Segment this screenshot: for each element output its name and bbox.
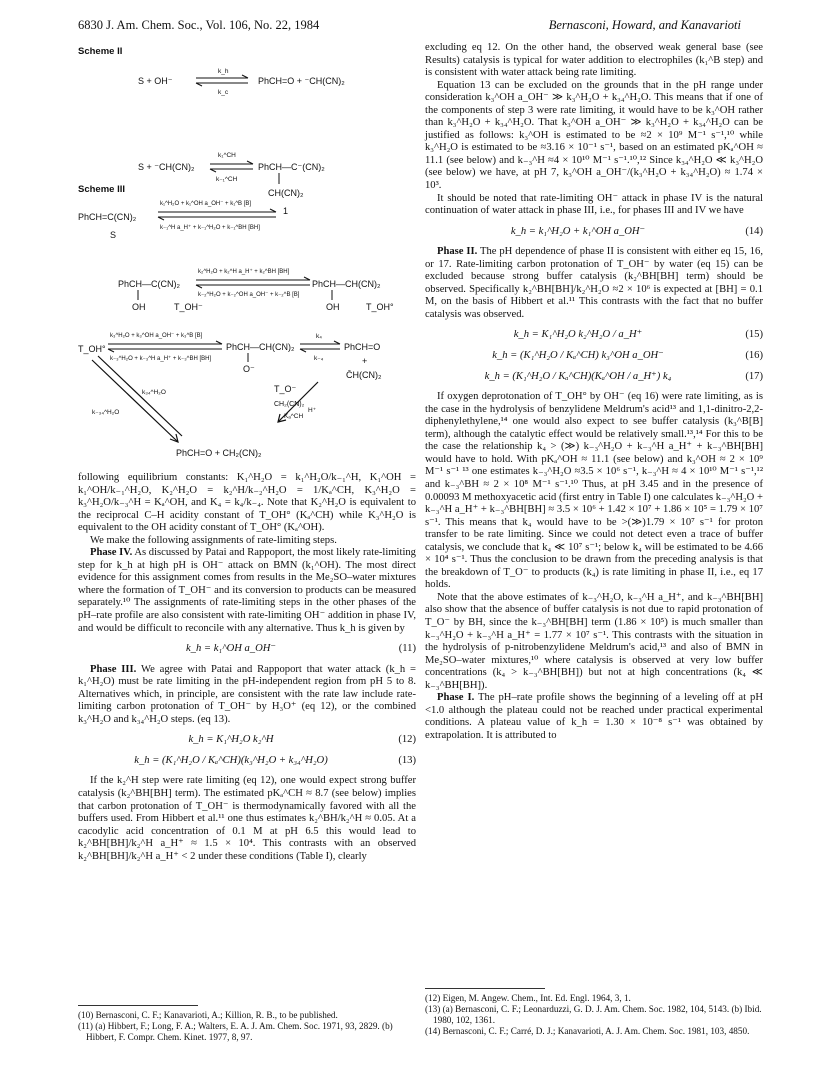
left-column (78, 42, 416, 863)
paragraph-body: We agree with Patai and Rappoport that water attack (k_h = k₁^H₂O) must be rate limiting in the pH-independent region from pH 5 to 8. Alternatives which, in principle, are consistent with the rate law include rate-limiting carbon protonation of T_OH⁻ by H₃O⁺ (eq 12), or the combined k₃^H₂O and k₃₄^H₂O steps. (eq 13). (78, 663, 417, 725)
equilibrium-arrow (196, 75, 248, 86)
paragraph-body: The pH–rate profile shows the beginning of a leveling off at pH <1.0 although the plateau could not be reached under practical experimental conditions. A plateau value of k_h = 1.30 × 10⁻⁸ s⁻¹ was obtained by extrapolation. It is attributed to (425, 692, 763, 741)
equation-number: (11) (398, 643, 416, 655)
scheme2-r2-left: S + ⁻CH(CN)₂ (138, 162, 195, 172)
scheme3-ch2cn2: CH₂(CN)₂ (274, 401, 305, 408)
equation-12 (78, 734, 416, 747)
equilibrium-arrow (158, 209, 276, 220)
equilibrium-arrow (108, 341, 222, 352)
schemes-drawing (78, 42, 416, 472)
scheme2-k-fwd: k_h (218, 68, 229, 75)
scheme3-toh0-label: T_OH° (366, 302, 394, 312)
paragraph-after-eq13: If the k₂^H step were rate limiting (eq 12), one would expect strong buffer catalysis (k₂^BH[BH] term). The estimated pKₐ^CH ≈ 8.7 (see below) implies that carbon protonation of T_OH⁻ is thermodynamically favored with all the buffers used. From Hibbert et al.¹¹ one thus estimates k₂^BH/k₂^H ≈ 0.05. At a cacodylic acid concentration of 0.1 M at pH 6.5 this would lead to k₂^BH[BH]/k₂^H a_H⁺ ≈ 1.5 × 10⁴. This contrasts with an observed k₂^BH[BH]/k₂^H a_H⁺ < 2 under these conditions (Table I), clearly (78, 775, 416, 862)
paragraph-phase1 (425, 692, 763, 742)
footnote-14: (14) Bernasconi, C. F.; Carré, D. J.; Kanavarioti, A. J. Am. Chem. Soc. 1981, 103, 4850. (425, 1026, 750, 1036)
scheme3-to-minus-label: T_O⁻ (274, 384, 297, 394)
scheme3-substrate: PhCH=C(CN)₂ (78, 212, 137, 222)
diagonal-arrows (92, 356, 318, 442)
run-in-heading: Phase I. (437, 692, 475, 704)
equation-formula: k_h = (K₁^H₂O / Kₐ^CH)(k₃^H₂O + k₃₄^H₂O) (134, 754, 328, 766)
run-in-heading: Phase IV. (90, 547, 133, 559)
scheme3-products: PhCH=O + CH₂(CN)₂ (176, 448, 262, 458)
scheme2-r1-right: PhCH=O + ⁻CH(CN)₂ (258, 76, 345, 86)
paragraph-constants: following equilibrium constants: K₁^H₂O = k₁^H₂O/k₋₁^H, K₁^OH = k₁^OH/k₋₁^H₂O, K₂^H₂O = k₂^H/k₋₂^H₂O = 1/Kₐ^CH, K₃^H₂O = k₃^H₂O/k₋₃^H = Kₐ^OH, and K₄ = k₄/k₋₄. Note that K₂^H₂O is equivalent to the reciprocal C–H acidity constant of T_OH° (Kₐ^CH) while K₃^H₂O is equivalent to the OH acidity constant of T_OH° (Kₐ^OH). (78, 472, 416, 534)
equation-formula: k_h = K₁^H₂O k₂^H (188, 734, 274, 746)
scheme3-k3-fwd: k₃^H₂O + k₃^OH a_OH⁻ + k₃^B [B] (110, 333, 203, 339)
scheme3-k34-back: k₋₃₄^H₂O (92, 409, 120, 416)
scheme2-r2-k-back: k₋₁^CH (216, 176, 238, 183)
footnote-rule (78, 1005, 198, 1006)
equilibrium-arrow (210, 161, 253, 172)
scheme3-k2-fwd: k₂^H₂O + k₂^H a_H⁺ + k₂^BH [BH] (198, 269, 290, 275)
scheme3-to-minus: PhCH—CH(CN)₂ (226, 342, 295, 352)
paragraph-phase4 (78, 547, 416, 635)
scheme2-r2-k-fwd: k₁^CH (218, 152, 236, 159)
footnotes-right (425, 993, 763, 1037)
scheme3-k1-back: k₋₁^H a_H⁺ + k₋₁^H₂O + k₋₁^BH [BH] (160, 225, 260, 231)
scheme3-carbanion: C̄H(CN)₂ (346, 370, 382, 380)
equilibrium-arrow (196, 277, 310, 288)
run-in-heading: Phase II. (437, 246, 478, 258)
footnote-rule (425, 988, 545, 989)
paragraph-assignments: We make the following assignments of rate-limiting steps. (90, 534, 337, 546)
footnote-10: (10) Bernasconi, C. F.; Kanavarioti, A.; Killion, R. B., to be published. (78, 1010, 338, 1020)
equation-16 (425, 350, 763, 363)
footnotes-left (78, 1010, 416, 1043)
scheme3-to-minus-o: O⁻ (243, 364, 255, 374)
equation-number: (15) (745, 329, 763, 341)
scheme2-k-back: k_c (218, 89, 229, 96)
scheme3-tohminus-oh: OH (132, 302, 146, 312)
scheme2-r2-sub: CH(CN)₂ (268, 188, 304, 198)
footnote-11: (11) (a) Hibbert, F.; Long, F. A.; Walters, E. A. J. Am. Chem. Soc. 1971, 93, 2829. (b) Hibbert, F. Compr. Chem. Kinet. 1977, 8, 97. (78, 1021, 393, 1042)
scheme3-toh0-oh: OH (326, 302, 340, 312)
scheme2-r1-left: S + OH⁻ (138, 76, 173, 86)
equation-formula: k_h = k₁^OH a_OH⁻ (185, 643, 277, 655)
paragraph-oxygen-deprotonation: If oxygen deprotonation of T_OH° by OH⁻ (eq 16) were rate limiting, as is the case in the hydrolysis of benzylidene Meldrum's acid¹³ and 1,1-dinitro-2,2-diphenylethylene,¹⁴ one would also expect to see buffer catalysis (k₃^B[B] term), although the catalytic effect would be relatively small.¹³,¹⁴ For this to be the case the relationship k₄ > (≫) k₋₃^H₂O + k₋₃^H a_H⁺ + k₋₃^BH[BH] would have to hold. With pKₐ^OH ≈ 11.1 (see below) and k₃^OH ≈ 2 × 10⁹ M⁻¹ s⁻¹ ¹³ one estimates k₋₃^H₂O ≈3.5 × 10⁶ s⁻¹, k₋₃^H ≈ 4 × 10¹⁰ M⁻¹ s⁻¹,¹² and k₋₃^BH ≈ 2 × 10⁸ M⁻¹ s⁻¹.¹⁰ Thus, at pH 3.45 and in the presence of 0.00093 M methoxyacetic acid (first entry in Table I) one calculates k₋₃^H₂O + k₋₃^H a_H⁺ + k₋₃^BH[BH] ≈ 3.5 × 10⁶ + 1.42 × 10⁷ + 1.86 × 10⁵ = 1.79 × 10⁷ s⁻¹. This means that k₄ would have to be >(≫)1.79 × 10⁷ s⁻¹ for proton transfer to be rate limiting. Since we could not detect even a trace of buffer catalysis, we conclude that k₄ ≪ 10⁷ s⁻¹; below k₄ will be estimated to be 4.66 × 10⁴ s⁻¹. Thus the conclusion to be drawn from the preceding analysis is that the breakdown of T_O⁻ to products (k₄) is rate limiting in phase II, i.e., eq 17 holds. (425, 391, 763, 591)
scheme3-low-left: T_OH° (78, 344, 106, 354)
equation-number: (17) (745, 370, 763, 382)
paragraph-phase2 (425, 246, 763, 321)
scheme2-r2-right: PhCH—C⁻(CN)₂ (258, 162, 325, 172)
equation-17 (425, 371, 763, 384)
running-header-left: 6830 J. Am. Chem. Soc., Vol. 106, No. 22, 1984 (78, 18, 320, 32)
equation-11 (78, 643, 416, 656)
equation-formula: k_h = k₁^H₂O + k₁^OH a_OH⁻ (510, 225, 646, 237)
scheme3-k4-fwd: k₄ (316, 333, 322, 340)
paragraph-body: As discussed by Patai and Rappoport, the most likely rate-limiting step for k_h at high pH is OH⁻ attack on BMN (k₁^OH). The most direct evidence for this assignment comes from results in the Me₂SO–water mixtures where the formation of T_OH⁻ and its conversion to products can be measured separately.¹⁰ The assignments of rate-limiting steps in the other phases of the pH–rate profile are also consistent with rate-limiting OH⁻ addition in phase IV, and would be difficult to reconcile with any alternative. Thus k_h is given by (78, 547, 416, 634)
scheme3-tohminus: PhCH—C(CN)₂ (118, 279, 180, 289)
paragraph-eq13-excluded: Equation 13 can be excluded on the grounds that in the pH range under consideration k₃^OH a_OH⁻ ≫ k₃^H₂O + k₃₄^H₂O. This means that if one of the components of step 3 were rate limiting, it would have to be k₃^OH rather than k₃^H₂O + k₃₄^H₂O. That k₃^OH a_OH⁻ ≫ k₃^H₂O + k₃₄^H₂O can be justified as follows: k₃^OH is estimated to be ≈2 × 10⁹ M⁻¹ s⁻¹,¹⁰ while k₃^H₂O is estimated to be ≈3.16 × 10⁻¹ s⁻¹, based on an estimated pKₐ^OH ≈ 11.1 (see below) and k₋₃^H ≈4 × 10¹⁰ M⁻¹ s⁻¹.¹⁰,¹² Since k₃₄^H₂O ≪ k₃^H₂O (see below) we have, at pH 7, k₃^OH a_OH⁻/(k₃^H₂O + k₃₄^H₂O) ≈ 1.74 × 10³. (425, 79, 763, 192)
run-in-heading: Phase III. (90, 663, 137, 675)
equation-number: (12) (398, 734, 416, 746)
equation-formula: k_h = (K₁^H₂O / Kₐ^CH) k₃^OH a_OH⁻ (492, 350, 664, 362)
running-header-right: Bernasconi, Howard, and Kanavarioti (548, 18, 741, 32)
scheme3-substrate-label: S (110, 230, 117, 240)
scheme3-k4-back: k₋₄ (314, 355, 324, 362)
scheme3-toh0: PhCH—CH(CN)₂ (312, 279, 381, 289)
scheme3-title: Scheme III (78, 184, 125, 195)
scheme3-plus: + (362, 356, 368, 366)
equation-formula: k_h = K₁^H₂O k₂^H₂O / a_H⁺ (513, 329, 643, 341)
equation-13 (78, 755, 416, 768)
scheme3-k34-fwd: k₃₄^H₂O (142, 389, 166, 396)
scheme2-title: Scheme II (78, 46, 123, 57)
paragraph-estimates-note: Note that the above estimates of k₋₃^H₂O, k₋₃^H a_H⁺, and k₋₃^BH[BH] also show that the absence of buffer catalysis is not due to rapid protonation of T_O⁻ by BH, since the k₋₃^BH[BH] term (1.86 × 10⁵) is much smaller than k₋₃^H₂O + k₋₃^H a_H⁺ = 1.77 × 10⁷ s⁻¹. This contrasts with the situation in the hydrolysis of p-nitrobenzylidene Meldrum's acid,¹³ and also of BMN in Me₂SO–water mixtures,¹⁰ where catalysis is observed at very low buffer concentrations (k₄ > k₋₃^BH[BH]) but not at high concentrations (k₄ ≪ k₋₃^BH[BH]). (425, 591, 763, 691)
scheme3-aldehyde: PhCH=O (344, 342, 381, 352)
equation-number: (13) (398, 754, 416, 766)
paragraph-continued: excluding eq 12. On the other hand, the observed weak general base (see Results) catalysis is typical for water addition to electrophiles (k₁^B step) and is consistent with water attack being rate limiting. (425, 42, 763, 79)
paragraph-phases-3-4: It should be noted that rate-limiting OH⁻ attack in phase IV is the natural continuation of water attack in phase III, i.e., for phases III and IV we have (425, 192, 763, 217)
scheme3-hplus: H⁺ (308, 407, 317, 414)
right-column (425, 42, 763, 742)
reaction-schemes (78, 42, 416, 472)
equation-number: (16) (745, 350, 763, 362)
equation-formula: k_h = (K₁^H₂O / Kₐ^CH)(Kₐ^OH / a_H⁺) k₄ (484, 370, 672, 382)
scheme3-k2-back: k₋₂^H₂O + k₋₂^OH a_OH⁻ + k₋₂^B [B] (198, 292, 300, 298)
scheme3-tohminus-label: T_OH⁻ (174, 302, 203, 312)
equilibrium-arrow (300, 341, 340, 352)
equation-14 (425, 226, 763, 239)
scheme3-k3-back: k₋₃^H₂O + k₋₃^H a_H⁺ + k₋₃^BH [BH] (110, 356, 212, 362)
footnote-13: (13) (a) Bernasconi, C. F.; Leonarduzzi, G. D. J. Am. Chem. Soc. 1982, 104, 5143. (b) Ibid. 1980, 102, 1361. (425, 1004, 762, 1025)
scheme3-ka: Kₐ^CH (284, 413, 304, 420)
scheme2-compound-number: 1 (283, 206, 289, 216)
equation-15 (425, 329, 763, 342)
scheme3-k1-fwd: k₁^H₂O + k₁^OH a_OH⁻ + k₁^B [B] (160, 201, 252, 207)
paragraph-phase3 (78, 664, 416, 727)
equation-number: (14) (745, 225, 763, 237)
paragraph-body: The pH dependence of phase II is consistent with either eq 15, 16, or 17. Rate-limiting carbon protonation of T_OH⁻ by water (eq 15) can be excluded because strong buffer catalysis (k₂^BH[BH] term) should be observed. Specifically k₂^BH[BH]/k₂^H₂O ≈2 × 10⁶ is expected at [BH] = 0.1 M, on the basis of Hibbert et al.¹¹ This contrasts with the fact that no buffer catalysis was observed. (425, 246, 763, 320)
footnote-12: (12) Eigen, M. Angew. Chem., Int. Ed. Engl. 1964, 3, 1. (425, 993, 631, 1003)
